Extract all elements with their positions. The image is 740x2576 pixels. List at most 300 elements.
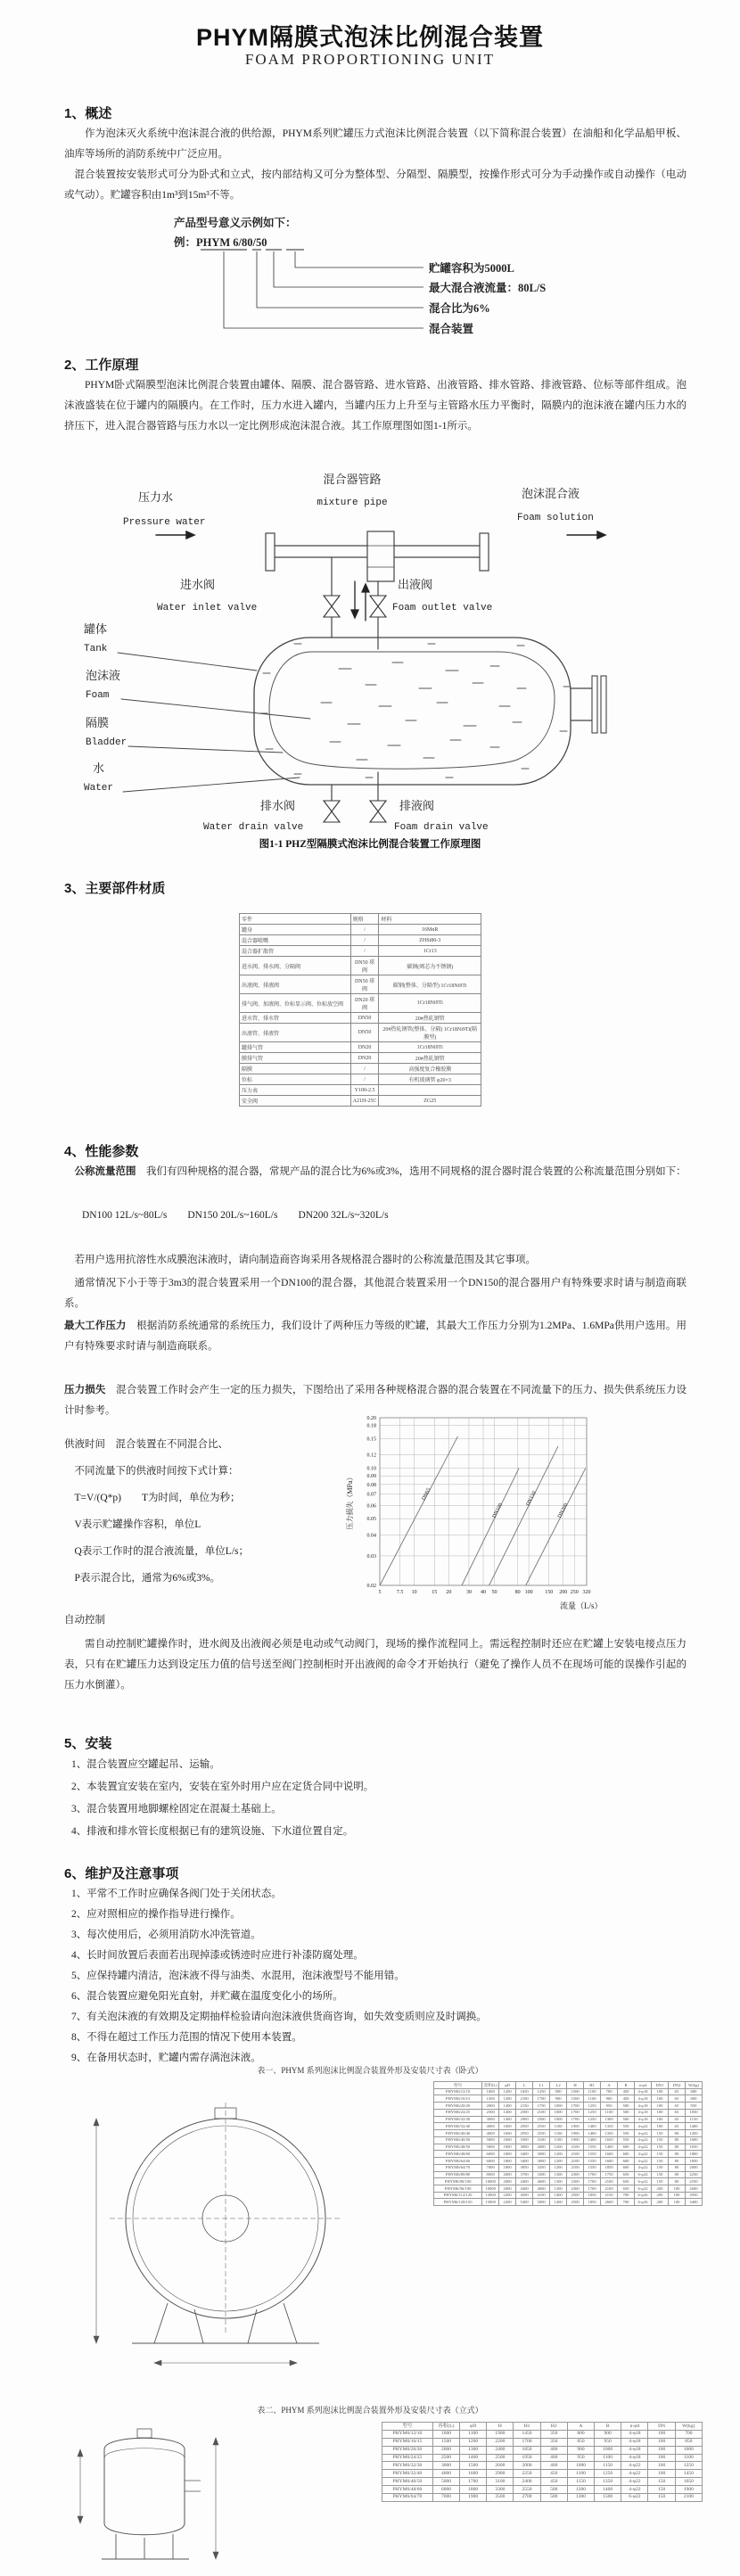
table-cell: 500 (618, 2103, 635, 2110)
table-cell: 1600 (499, 2136, 516, 2144)
x-tick-label: 320 (582, 1590, 591, 1595)
table-cell: 1900 (675, 2486, 702, 2494)
table-cell: 150 (652, 2151, 669, 2158)
table-cell: 65 (668, 2095, 685, 2103)
figure-1-1-caption: 图1-1 PHZ型隔膜式泡沫比例混合装置工作原理图 (259, 839, 481, 850)
table-row (434, 2136, 703, 2144)
supply-time-line-4: V表示贮罐操作容积，单位L (64, 1519, 201, 1530)
x-tick-label: 15 (432, 1590, 438, 1595)
table-header-cell: DN1 (652, 2082, 669, 2089)
table-cell: 4-φ18 (635, 2116, 652, 2123)
table-cell: 100 (652, 2103, 669, 2110)
y-tick-label: 0.02 (366, 1584, 376, 1589)
table-cell: 2550 (514, 2486, 540, 2494)
y-tick-label: 0.09 (366, 1474, 376, 1480)
table-cell: 6000 (482, 2158, 499, 2165)
table-cell: 4-φ22 (635, 2158, 652, 2165)
usual-config-paragraph: 通常情况下小于等于3m3的混合装置采用一个DN100的混合器，其他混合装置采用一个DN150的混合器用户有特殊要求时请与制造商联系。 (64, 1278, 687, 1309)
series-label-DN100: DN100 (491, 1502, 505, 1519)
table-cell: 2950 (685, 2192, 702, 2199)
y-tick-label: 0.07 (366, 1492, 376, 1498)
table-cell: 1250 (584, 2116, 601, 2123)
section-heading-performance: 4、性能参数 (64, 1144, 139, 1159)
table-cell: 6000 (432, 2486, 459, 2494)
foam-liquid-dashes (321, 663, 526, 760)
table-cell: PHYM6/48/50 (434, 2144, 482, 2151)
table-cell: 进水管、排水管 (240, 1013, 351, 1024)
table-row (240, 1096, 481, 1107)
table-cell: PHYM6/32/40 (382, 2470, 433, 2478)
table-cell: 1650 (685, 2144, 702, 2151)
table-cell: 1550 (584, 2151, 601, 2158)
table-cell: PHYM6/64/60 (434, 2158, 482, 2165)
table-cell: 4-φ18 (635, 2095, 652, 2103)
table-cell: 碳钢(阀芯为不锈钢) (379, 957, 481, 975)
table-cell: 100 (668, 2199, 685, 2206)
table-cell: 1400 (460, 2454, 487, 2462)
table-cell: 1300 (550, 2185, 567, 2193)
mixture-pipe-label-cn: 混合器管路 (323, 473, 382, 486)
table-cell: 2900 (516, 2116, 533, 2123)
bladder-outline (269, 652, 555, 769)
table-cell: 3300 (487, 2486, 514, 2494)
table-cell: 3450 (533, 2164, 550, 2171)
table-cell: / (350, 946, 379, 957)
table-cell: 3000 (432, 2462, 459, 2470)
table-cell: / (350, 935, 379, 946)
table-cell: 100 (652, 2123, 669, 2130)
pressure-loss-chart (344, 1407, 613, 1624)
mixer-body (367, 531, 394, 581)
tank-label-en: Tank (84, 644, 108, 654)
table-cell: 6-φ22 (635, 2178, 652, 2185)
max-pressure-text: 根据消防系统通常的系统压力，我们设计了两种压力等级的贮罐，其最大工作压力分别为1.2MPa、1.6MPa供用户选用。用户有特殊要求时请与制造商联系。 (64, 1321, 687, 1352)
table-cell: 2100 (567, 2151, 584, 2158)
table-cell (379, 1085, 481, 1096)
series-line-DN150 (489, 1446, 558, 1585)
table-cell: 20#热轧钢管 (379, 1013, 481, 1024)
table-cell: 1650 (516, 2088, 533, 2095)
table-cell: 1900 (460, 2493, 487, 2501)
table-cell: 2100 (567, 2158, 584, 2165)
table-cell: 1Cr18Ni9Ti (379, 1042, 481, 1053)
table-cell: 5000 (482, 2144, 499, 2151)
table-row (434, 2130, 703, 2137)
table-header-cell: 材料 (379, 914, 481, 925)
table-cell: PHYM6/48/60 (382, 2486, 433, 2494)
table-row (382, 2446, 703, 2454)
table-header-cell: H1 (584, 2082, 601, 2089)
table-cell: 900 (550, 2095, 567, 2103)
table-cell: 1350 (595, 2478, 621, 2486)
table-cell: 1700 (514, 2438, 540, 2446)
table-cell: 5400 (516, 2199, 533, 2206)
table-row (434, 2185, 703, 2193)
foam-drain-valve-label-cn: 排液阀 (399, 799, 435, 812)
y-tick-label: 0.06 (366, 1503, 376, 1510)
y-tick-label: 0.05 (366, 1517, 376, 1523)
table-cell: 1800 (685, 2151, 702, 2158)
table-cell: 16MnR (379, 925, 481, 935)
table-cell: 100 (652, 2116, 669, 2123)
table-cell: 600 (618, 2164, 635, 2171)
table-cell: 1000 (550, 2116, 567, 2123)
table-cell: 压力表 (240, 1085, 351, 1096)
table-cell: 200 (652, 2185, 669, 2193)
model-example-text: 例：PHYM 6/80/50 (174, 236, 267, 249)
table-header-cell: H1 (514, 2423, 540, 2431)
table-cell: 100 (668, 2185, 685, 2193)
table-cell: 1600 (499, 2123, 516, 2130)
table-cell: 1850 (584, 2199, 601, 2206)
table-cell: 700 (618, 2192, 635, 2199)
table-cell: 2500 (567, 2199, 584, 2206)
foam-solution-label-cn: 泡沫混合液 (522, 487, 580, 500)
table-cell: PHYM6/32/40 (434, 2123, 482, 2130)
table-cell: 4-φ18 (635, 2088, 652, 2095)
table-cell: 1300 (550, 2178, 567, 2185)
table-cell: 500 (618, 2109, 635, 2116)
table-cell: 4000 (533, 2178, 550, 2185)
table-cell: 4-φ22 (635, 2123, 652, 2130)
table-cell: 500 (618, 2116, 635, 2123)
table-cell: 1950 (514, 2454, 540, 2462)
water-inlet-valve-symbol (324, 596, 340, 617)
table-cell: 1250 (533, 2088, 550, 2095)
figure-1-1 (71, 446, 687, 835)
table-header-cell: W(kg) (685, 2082, 702, 2089)
table-cell: 1500 (567, 2088, 584, 2095)
y-tick-label: 0.03 (366, 1553, 376, 1560)
table-cell: 15000 (482, 2199, 499, 2206)
table-cell: PHYM6/32/30 (434, 2116, 482, 2123)
label-leader-lines (118, 653, 310, 792)
table-cell: 2150 (601, 2192, 618, 2199)
table-cell: 900 (550, 2088, 567, 2095)
table-cell: A21H-25C (350, 1096, 379, 1107)
table-cell: 1300 (601, 2116, 618, 2123)
table-cell: 高强度复合橡胶膜 (379, 1064, 481, 1074)
table-cell: 2250 (685, 2171, 702, 2178)
table-cell: 3000 (533, 2158, 550, 2165)
table-cell: PHYM6/40/50 (382, 2478, 433, 2486)
table-cell: 1400 (595, 2486, 621, 2494)
table-cell: 2500 (533, 2116, 550, 2123)
table-cell: 800 (685, 2095, 702, 2103)
table-cell: 4-φ22 (635, 2164, 652, 2171)
flow-values-line: DN100 12L/s~80L/s DN150 20L/s~160L/s DN200 32L/s~320L/s (82, 1210, 389, 1221)
table-cell: 2500 (516, 2109, 533, 2116)
table-cell: PHYM6/20/20 (382, 2446, 433, 2454)
table-cell: 850 (567, 2438, 594, 2446)
table-cell: 2000 (499, 2185, 516, 2193)
table-header-cell: 型号 (434, 2082, 482, 2089)
page-subtitle: FOAM PROPORTIONING UNIT (244, 51, 496, 68)
table-cell: 1500 (567, 2095, 584, 2103)
vertical-height-dimension (213, 2438, 218, 2559)
table-cell: 1100 (550, 2123, 567, 2130)
installation-item-4: 4、排液和排水管长度根据已有的建筑设施、下水道位置自定。 (71, 1826, 354, 1837)
table-cell: 7000 (432, 2493, 459, 2501)
table-cell: 150 (652, 2171, 669, 2178)
table-cell: 2500 (487, 2454, 514, 2462)
table-cell: 1000 (550, 2109, 567, 2116)
table-cell: 排气阀、加液阀、位标显示阀、位标放空阀 (240, 994, 351, 1013)
table-row (382, 2462, 703, 2470)
pressure-loss-text: 混合装置工作时会产生一定的压力损失，下图给出了采用各种规格混合器的混合装置在不同流量下的压力、损失供系统压力设计时参考。 (64, 1385, 687, 1416)
table-row (240, 994, 481, 1013)
bladder-label-en: Bladder (86, 737, 127, 748)
table-cell: 1650 (675, 2478, 702, 2486)
table-row (434, 2095, 703, 2103)
table-cell: 100 (648, 2470, 675, 2478)
table-cell: 1050 (685, 2109, 702, 2116)
table-cell: 650 (618, 2178, 635, 2185)
table-header-cell: 容积(L) (432, 2423, 459, 2431)
table-cell: 1700 (567, 2109, 584, 2116)
table-cell: 850 (675, 2438, 702, 2446)
table-cell: 4-φ22 (635, 2136, 652, 2144)
foam-drain-valve-label-en: Foam drain valve (394, 822, 489, 831)
y-tick-label: 0.20 (366, 1416, 376, 1421)
table-cell: 1100 (675, 2454, 702, 2462)
x-tick-label: 50 (491, 1590, 497, 1595)
table-cell: 4-φ18 (621, 2438, 648, 2446)
model-label-device: 混合装置 (429, 323, 474, 335)
section-heading-maintenance: 6、维护及注意事项 (64, 1866, 179, 1881)
table-cell: 1250 (584, 2103, 601, 2110)
table-cell: 550 (618, 2123, 635, 2130)
table-cell: 1900 (487, 2430, 514, 2438)
table-cell: 80 (668, 2144, 685, 2151)
table-cell: 100 (648, 2454, 675, 2462)
table-cell: 80 (668, 2171, 685, 2178)
y-tick-label: 0.10 (366, 1466, 376, 1472)
table-cell: 2100 (567, 2144, 584, 2151)
table-cell: 4-φ18 (635, 2103, 652, 2110)
table-cell: 1650 (601, 2136, 618, 2144)
supply-time-line-6: P表示混合比，通常为6%或3%。 (64, 1573, 221, 1584)
table-cell: 1800 (499, 2151, 516, 2158)
x-tick-label: 40 (481, 1590, 486, 1595)
table-cell: 位标 (240, 1074, 351, 1085)
y-tick-label: 0.15 (366, 1436, 376, 1443)
foam-label-cn: 泡沫液 (86, 669, 121, 682)
table-row (382, 2470, 703, 2478)
table-cell: 900 (601, 2095, 618, 2103)
supply-time-block (64, 1431, 342, 1592)
table-cell: 4400 (516, 2178, 533, 2185)
table-cell: PHYM6/40/50 (434, 2136, 482, 2144)
table-cell: 1400 (584, 2130, 601, 2137)
table-cell: 4-φ22 (621, 2462, 648, 2470)
x-tick-label: 7.5 (396, 1590, 404, 1595)
table-row (382, 2493, 703, 2501)
table-header-cell: A (567, 2423, 594, 2431)
table-cell: / (350, 925, 379, 935)
table-cell: 80 (668, 2151, 685, 2158)
table-cell: 1750 (533, 2103, 550, 2110)
model-label-flow: 最大混合液流量：80L/S (429, 282, 547, 294)
table-cell: 1000 (595, 2446, 621, 2454)
table-cell: 2500 (432, 2454, 459, 2462)
table-cell: 65 (668, 2116, 685, 2123)
table-cell: 2300 (567, 2171, 584, 2178)
table-cell: / (350, 1064, 379, 1074)
x-axis-label: 流量（L/s） (560, 1601, 603, 1610)
table-cell: 150 (652, 2130, 669, 2137)
table-cell: 450 (540, 2478, 567, 2486)
table-row (240, 1064, 481, 1074)
table-cell: 6000 (482, 2151, 499, 2158)
table-cell: 2600 (685, 2185, 702, 2193)
table-cell: 4000 (533, 2185, 550, 2193)
table-cell: 65 (668, 2088, 685, 2095)
table-cell: 1200 (550, 2158, 567, 2165)
table-cell: PHYM6/48/60 (434, 2151, 482, 2158)
table-cell: 1000 (550, 2103, 567, 2110)
dim-table-vertical (382, 2422, 703, 2502)
table-cell: 1200 (550, 2144, 567, 2151)
maintenance-item-3: 3、每次使用后，必须用消防水冲洗管道。 (71, 1930, 261, 1940)
table-cell: 4000 (482, 2123, 499, 2130)
table-header-cell: B (595, 2423, 621, 2431)
table-cell: 4-φ22 (635, 2130, 652, 2137)
table-cell: 950 (685, 2103, 702, 2110)
table-cell: 1150 (685, 2116, 702, 2123)
height-dimension (94, 2119, 99, 2343)
installation-item-1: 1、混合装置应空罐起吊、运输。 (71, 1759, 220, 1770)
centerlines (110, 2103, 341, 2334)
table-cell: 6-φ22 (621, 2493, 648, 2501)
bladder-label-cn: 隔膜 (86, 716, 110, 729)
table-cell: 1750 (601, 2171, 618, 2178)
maintenance-item-6: 6、混合装置应避免阳光直射，并贮藏在温度变化小的场所。 (71, 1991, 343, 2002)
table-cell: 450 (540, 2470, 567, 2478)
table-cell: 4400 (516, 2185, 533, 2193)
table-cell: 550 (618, 2130, 635, 2137)
water-drain-valve-symbol (324, 801, 340, 822)
table-cell: 1450 (675, 2470, 702, 2478)
table-row (382, 2430, 703, 2438)
table-cell: 150 (652, 2164, 669, 2171)
table-cell: 2550 (685, 2178, 702, 2185)
table-header-cell: 型号 (382, 2423, 433, 2431)
table-cell: 3400 (685, 2199, 702, 2206)
table-cell: 6-φ22 (635, 2171, 652, 2178)
table-cell: 6-φ26 (635, 2192, 652, 2199)
table-cell: 150 (648, 2486, 675, 2494)
series-line-DN200 (526, 1469, 586, 1585)
installation-item-2: 2、本装置宜安装在室内，安装在室外时用户应在定货合同中说明。 (71, 1782, 374, 1792)
water-inlet-valve-label-cn: 进水阀 (180, 578, 216, 591)
y-tick-label: 0.08 (366, 1482, 376, 1488)
table-cell: 1100 (601, 2109, 618, 2116)
horizontal-tank-drawing (70, 2085, 373, 2383)
table-cell: 5000 (432, 2478, 459, 2486)
section-heading-materials: 3、主要部件材质 (64, 881, 166, 896)
table-cell: 2600 (487, 2462, 514, 2470)
table-cell: 650 (618, 2185, 635, 2193)
table-cell: 900 (595, 2430, 621, 2438)
table-cell: 3300 (533, 2171, 550, 2178)
table-header-cell: H (567, 2082, 584, 2089)
table-header-cell: n-φd (635, 2082, 652, 2089)
table-cell: 12000 (482, 2192, 499, 2199)
table-cell: 950 (595, 2438, 621, 2446)
table-cell: 1900 (567, 2123, 584, 2130)
flow-range-label: 公称流量范围 (74, 1166, 136, 1177)
table-cell: 2000 (482, 2103, 499, 2110)
table-header-cell: DN2 (668, 2082, 685, 2089)
table-cell: 1400 (499, 2116, 516, 2123)
table-cell: 2000 (499, 2171, 516, 2178)
table-cell: 1200 (499, 2095, 516, 2103)
table-cell: 1500 (432, 2438, 459, 2446)
table-cell: 1700 (584, 2185, 601, 2193)
table-header-cell: H (487, 2423, 514, 2431)
table-row (434, 2103, 703, 2110)
auto-control-heading: 自动控制 (64, 1615, 105, 1625)
table-row (382, 2454, 703, 2462)
table-row (382, 2438, 703, 2446)
water-dashes (260, 644, 571, 778)
table-row (382, 2486, 703, 2494)
table-cell: 4-φ18 (635, 2109, 652, 2116)
table-row (240, 1053, 481, 1064)
table-cell: 碳钢(整体、分隔型) 1Cr18Ni9Ti (379, 975, 481, 994)
table-cell: 80 (668, 2178, 685, 2185)
table-cell: 1350 (601, 2123, 618, 2130)
table-cell: 4-φ22 (635, 2144, 652, 2151)
table-cell: 2700 (514, 2493, 540, 2501)
tank-label-cn: 罐体 (84, 622, 108, 636)
table-cell: 混合器扩散管 (240, 946, 351, 957)
right-nozzle-flange-1 (592, 676, 597, 733)
table-cell: 2400 (487, 2446, 514, 2454)
table-cell: 950 (567, 2454, 594, 2462)
table-cell: 1450 (685, 2130, 702, 2137)
table-cell: 2900 (487, 2470, 514, 2478)
table-cell: 600 (618, 2144, 635, 2151)
table-cell: 1450 (514, 2430, 540, 2438)
water-label-cn: 水 (93, 761, 105, 775)
table-cell: 4-φ18 (621, 2454, 648, 2462)
table-cell: 800 (567, 2430, 594, 2438)
table-cell: 900 (567, 2446, 594, 2454)
table-cell: ZHSi80-3 (379, 935, 481, 946)
table-cell: 4-φ22 (621, 2486, 648, 2494)
table-cell: 3400 (516, 2151, 533, 2158)
table-cell: 1600 (601, 2158, 618, 2165)
table-cell: 1300 (550, 2171, 567, 2178)
tank-shell (254, 638, 571, 785)
installation-list (71, 1758, 687, 1848)
table-cell: 1100 (550, 2136, 567, 2144)
table-cell: PHYM6/80/100 (434, 2178, 482, 2185)
supply-time-line-2: 不同流量下的供液时间按下式计算： (64, 1466, 239, 1477)
overview-paragraph-1: 作为泡沫灭火系统中泡沫混合液的供给源，PHYM系列贮罐压力式泡沫比例混合装置（以下简称混合装置）在油船和化学品船甲板、油库等场所的消防系统中广泛应用。 (64, 128, 687, 160)
table-cell: 2100 (516, 2095, 533, 2103)
table-cell: 混合器喷嘴 (240, 935, 351, 946)
table-cell: 3000 (533, 2151, 550, 2158)
table-cell: 200 (652, 2192, 669, 2199)
table-cell: 7000 (482, 2164, 499, 2171)
table-cell: 65 (668, 2103, 685, 2110)
foam-outlet-valve-label-cn: 出液阀 (398, 578, 433, 591)
table-row (240, 1085, 481, 1096)
table-header-cell: 容积(L) (483, 2082, 497, 2087)
